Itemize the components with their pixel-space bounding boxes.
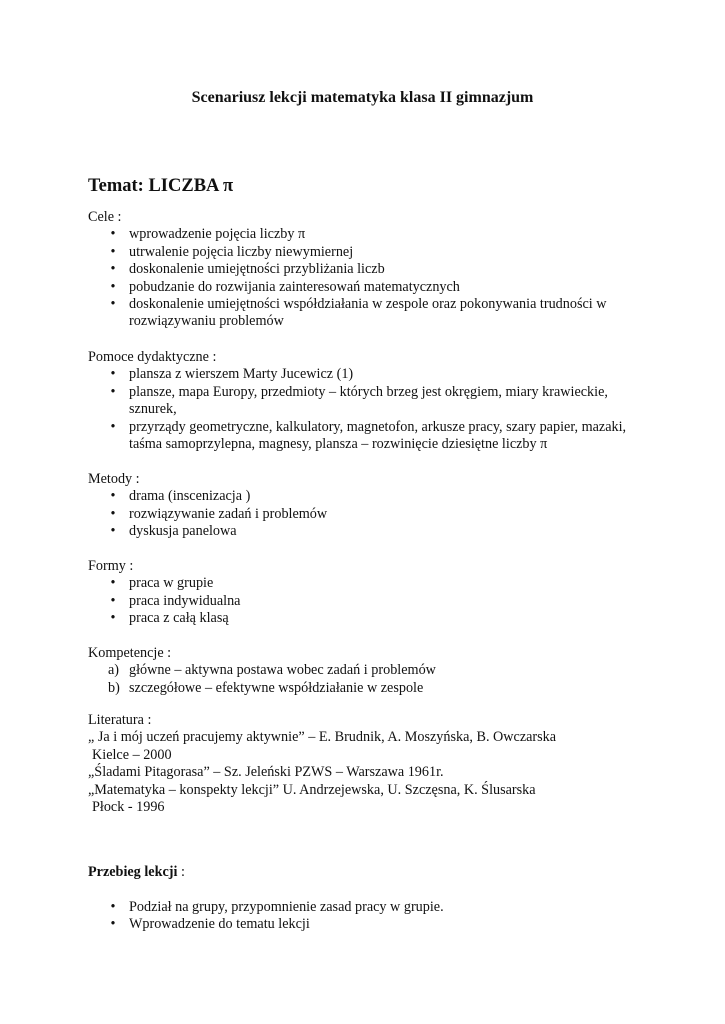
list-item: a) główne – aktywna postawa wobec zadań i problemów bbox=[108, 662, 436, 679]
forms-list bbox=[88, 575, 648, 627]
teaching-aids-label: Pomoce dydaktyczne : bbox=[88, 349, 217, 365]
bullet-icon: • bbox=[110, 575, 116, 592]
document-title: Scenariusz lekcji matematyka klasa II gimnazjum bbox=[191, 89, 534, 106]
section-goals bbox=[88, 209, 648, 331]
list-item: • wprowadzenie pojęcia liczby π bbox=[88, 226, 648, 243]
methods-label: Metody : bbox=[88, 471, 140, 487]
list-item: • praca w grupie bbox=[88, 575, 648, 592]
list-item: • praca indywidualna bbox=[88, 593, 648, 610]
bullet-icon: • bbox=[110, 488, 116, 505]
section-lesson-course-list bbox=[88, 899, 648, 934]
section-literature bbox=[88, 712, 648, 816]
bullet-icon: • bbox=[110, 261, 116, 278]
list-item: • doskonalenie umiejętności współdziałania w zespole oraz pokonywania trudności w rozwiązywaniu problemów bbox=[88, 296, 609, 331]
lesson-course-heading: Przebieg lekcji : bbox=[88, 864, 185, 880]
bullet-icon: • bbox=[110, 278, 116, 295]
literature-line: „ Ja i mój uczeń pracujemy aktywnie” – E. Brudnik, A. Moszyńska, B. Owczarska bbox=[88, 729, 557, 746]
bullet-icon: • bbox=[110, 610, 116, 627]
literature-line: „Śladami Pitagorasa” – Sz. Jeleński PZWS – Warszawa 1961r. bbox=[88, 764, 444, 781]
list-marker: a) bbox=[108, 662, 120, 679]
list-item: b) szczegółowe – efektywne współdziałanie w zespole bbox=[108, 679, 424, 696]
competences-label: Kompetencje : bbox=[88, 645, 172, 661]
list-item: • dyskusja panelowa bbox=[88, 523, 648, 540]
list-item: • drama (inscenizacja ) bbox=[88, 488, 648, 505]
list-item: • Podział na grupy, przypomnienie zasad pracy w grupie. bbox=[88, 899, 648, 916]
literature-line: Kielce – 2000 bbox=[92, 746, 172, 763]
bullet-icon: • bbox=[110, 916, 116, 933]
section-competences bbox=[88, 645, 648, 697]
list-item: • pobudzanie do rozwijania zainteresowań matematycznych bbox=[88, 279, 648, 296]
bullet-icon: • bbox=[110, 296, 116, 313]
literature-label: Literatura : bbox=[88, 712, 152, 728]
list-item: • plansza z wierszem Marty Jucewicz (1) bbox=[88, 366, 648, 383]
section-methods bbox=[88, 471, 648, 541]
list-item: • praca z całą klasą bbox=[88, 610, 648, 627]
section-teaching-aids bbox=[88, 349, 648, 453]
bullet-icon: • bbox=[110, 505, 116, 522]
bullet-icon: • bbox=[110, 899, 116, 915]
bullet-icon: • bbox=[110, 243, 116, 260]
bullet-icon: • bbox=[110, 418, 116, 435]
list-item: • rozwiązywanie zadań i problemów bbox=[88, 506, 648, 523]
forms-label: Formy : bbox=[88, 558, 134, 574]
section-lesson-course bbox=[88, 864, 648, 881]
lesson-course-list bbox=[88, 899, 648, 934]
bullet-icon: • bbox=[110, 366, 116, 383]
list-item: • przyrządy geometryczne, kalkulatory, magnetofon, arkusze pracy, szary papier, mazaki, taśma samoprzylepna, magnesy, plansza – rozwinięcie dziesiętne liczby π bbox=[88, 419, 629, 454]
list-item: • utrwalenie pojęcia liczby niewymiernej bbox=[88, 244, 648, 261]
bullet-icon: • bbox=[110, 383, 116, 400]
methods-list bbox=[88, 488, 648, 540]
list-marker: b) bbox=[108, 679, 120, 696]
list-item: • Wprowadzenie do tematu lekcji bbox=[88, 916, 648, 933]
bullet-icon: • bbox=[110, 523, 116, 540]
bullet-icon: • bbox=[110, 226, 116, 243]
section-forms bbox=[88, 558, 648, 628]
list-item: • doskonalenie umiejętności przybliżania liczb bbox=[88, 261, 648, 278]
goals-list bbox=[88, 226, 648, 330]
bullet-icon: • bbox=[110, 592, 116, 609]
literature-line: Płock - 1996 bbox=[92, 799, 165, 816]
list-item: • plansze, mapa Europy, przedmioty – których brzeg jest okręgiem, miary krawieckie, sznurek, bbox=[88, 384, 629, 419]
teaching-aids-list bbox=[88, 366, 648, 453]
literature-line: „Matematyka – konspekty lekcji” U. Andrzejewska, U. Szczęsna, K. Ślusarska bbox=[88, 781, 536, 798]
competences-list bbox=[88, 662, 648, 697]
lesson-topic: Temat: LICZBA π bbox=[88, 176, 234, 196]
goals-label: Cele : bbox=[88, 209, 122, 225]
